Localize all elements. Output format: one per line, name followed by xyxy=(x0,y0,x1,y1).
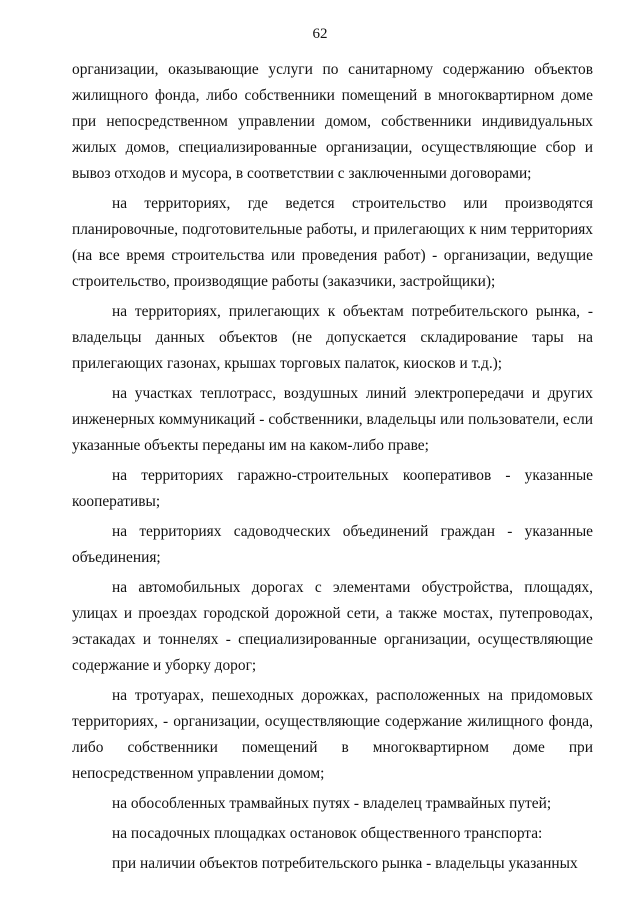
paragraph: организации, оказывающие услуги по санитарному содержанию объектов жилищного фонда, либо собственники помещений в многоквартирном доме при непосредственном управлении домом, собственники индивидуальных жилых домов, специализированные организации, осуществляющие сбор и вывоз отходов и мусора, в соответствии с заключенными договорами; xyxy=(72,61,593,182)
paragraph: на обособленных трамвайных путях - владелец трамвайных путей; xyxy=(112,795,552,812)
paragraph: при наличии объектов потребительского рынка - владельцы указанных xyxy=(112,855,578,872)
body-text xyxy=(72,57,593,881)
paragraph: на участках теплотрасс, воздушных линий электропередачи и других инженерных коммуникаций - собственники, владельцы или пользователи, если указанные объекты переданы им на каком-либо праве; xyxy=(72,385,593,454)
paragraph: на тротуарах, пешеходных дорожках, расположенных на придомовых территориях, - организации, осуществляющие содержание жилищного фонда, либо собственники помещений в многоквартирном доме при непосредственном управлении домом; xyxy=(72,687,593,782)
paragraph: на территориях гаражно-строительных кооперативов - указанные кооперативы; xyxy=(72,467,593,510)
paragraph: на территориях садоводческих объединений граждан - указанные объединения; xyxy=(72,523,593,566)
paragraph: на посадочных площадках остановок общественного транспорта: xyxy=(112,825,543,842)
paragraph: на территориях, где ведется строительство или производятся планировочные, подготовительные работы, и прилегающих к ним территориях (на все время строительства или проведения работ) - организации, ведущие строительство, производящие работы (заказчики, застройщики); xyxy=(72,195,593,290)
paragraph: на территориях, прилегающих к объектам потребительского рынка, - владельцы данных объектов (не допускается складирование тары на прилегающих газонах, крышах торговых палаток, киосков и т.д.); xyxy=(72,303,593,372)
page-number: 62 xyxy=(312,26,328,42)
paragraph: на автомобильных дорогах с элементами обустройства, площадях, улицах и проездах городской дорожной сети, а также мостах, путепроводах, эстакадах и тоннелях - специализированные организации, осуществляющие содержание и уборку дорог; xyxy=(72,579,593,674)
